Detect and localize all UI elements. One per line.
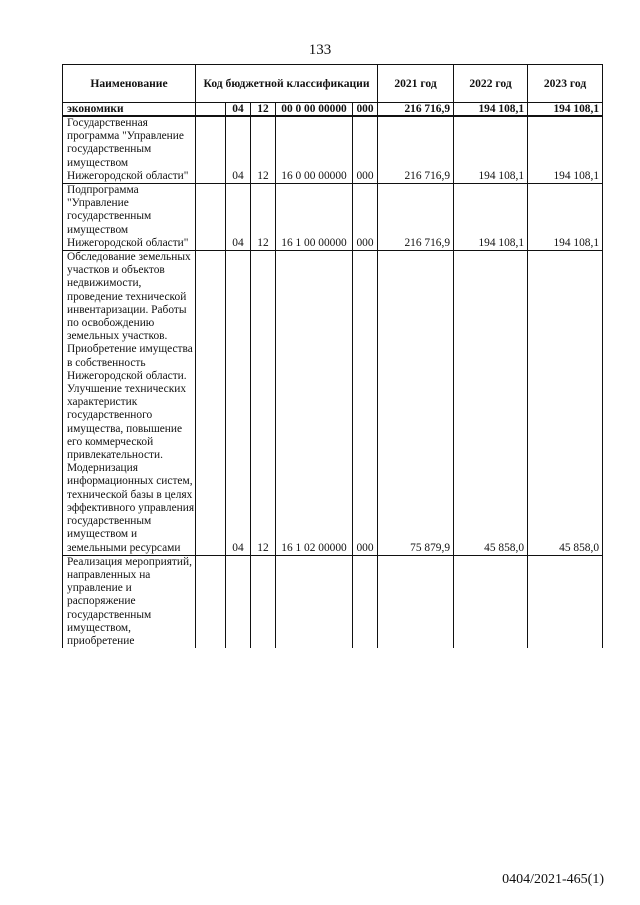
cell-section: 04 xyxy=(226,251,251,556)
cell-name: Подпрограмма "Управление государственным имуществом Нижегородской области" xyxy=(63,184,196,251)
header-2023: 2023 год xyxy=(528,65,603,103)
cell-blank xyxy=(196,103,226,117)
cell-target-code: 16 1 02 00000 xyxy=(276,251,353,556)
cell-target-code: 16 1 00 00000 xyxy=(276,184,353,251)
table-header-row xyxy=(63,65,603,103)
table-row xyxy=(63,103,603,117)
cell-subsection: 12 xyxy=(251,184,276,251)
cell-2022 xyxy=(454,555,528,648)
table-row xyxy=(63,184,603,251)
cell-2021: 216 716,9 xyxy=(378,184,454,251)
cell-2022: 194 108,1 xyxy=(454,116,528,184)
cell-blank xyxy=(196,251,226,556)
page-number: 133 xyxy=(308,42,332,58)
cell-name: Государственная программа "Управление государственным имуществом Нижегородской области" xyxy=(63,116,196,184)
cell-2022: 194 108,1 xyxy=(454,103,528,117)
budget-table xyxy=(62,64,603,648)
cell-subsection xyxy=(251,555,276,648)
cell-section: 04 xyxy=(226,103,251,117)
table-row xyxy=(63,555,603,648)
cell-2023: 194 108,1 xyxy=(528,184,603,251)
document-code: 0404/2021-465(1) xyxy=(502,872,604,887)
table-row xyxy=(63,116,603,184)
cell-2023: 194 108,1 xyxy=(528,116,603,184)
cell-name: Обследование земельных участков и объектов недвижимости, проведение технической инвентаризации. Работы по освобождению земельных участков. Приобретение имущества в собственность Нижегородской области. Улучшение технических характеристик государственного имущества, повышение его коммерческой привлекательности. Модернизация информационных систем, технической базы в целях эффективного управления государственным имуществом и земельными ресурсами xyxy=(63,251,196,556)
cell-2021: 75 879,9 xyxy=(378,251,454,556)
cell-target-code xyxy=(276,555,353,648)
cell-expense-type: 000 xyxy=(353,184,378,251)
cell-subsection: 12 xyxy=(251,251,276,556)
cell-subsection: 12 xyxy=(251,116,276,184)
table-row xyxy=(63,251,603,556)
cell-section: 04 xyxy=(226,116,251,184)
cell-2022: 45 858,0 xyxy=(454,251,528,556)
cell-section xyxy=(226,555,251,648)
cell-name: экономики xyxy=(63,103,196,117)
header-name: Наименование xyxy=(63,65,196,103)
cell-2023: 194 108,1 xyxy=(528,103,603,117)
cell-2022: 194 108,1 xyxy=(454,184,528,251)
cell-subsection: 12 xyxy=(251,103,276,117)
header-code: Код бюджетной классификации xyxy=(196,65,378,103)
cell-blank xyxy=(196,116,226,184)
cell-2023: 45 858,0 xyxy=(528,251,603,556)
cell-expense-type xyxy=(353,555,378,648)
cell-target-code: 16 0 00 00000 xyxy=(276,116,353,184)
cell-blank xyxy=(196,555,226,648)
header-2021: 2021 год xyxy=(378,65,454,103)
cell-section: 04 xyxy=(226,184,251,251)
cell-blank xyxy=(196,184,226,251)
cell-expense-type: 000 xyxy=(353,251,378,556)
cell-2023 xyxy=(528,555,603,648)
cell-2021: 216 716,9 xyxy=(378,116,454,184)
cell-expense-type: 000 xyxy=(353,116,378,184)
cell-2021 xyxy=(378,555,454,648)
cell-target-code: 00 0 00 00000 xyxy=(276,103,353,117)
cell-name: Реализация мероприятий, направленных на управление и распоряжение государственным имуществом, приобретение xyxy=(63,555,196,648)
header-2022: 2022 год xyxy=(454,65,528,103)
cell-expense-type: 000 xyxy=(353,103,378,117)
cell-2021: 216 716,9 xyxy=(378,103,454,117)
